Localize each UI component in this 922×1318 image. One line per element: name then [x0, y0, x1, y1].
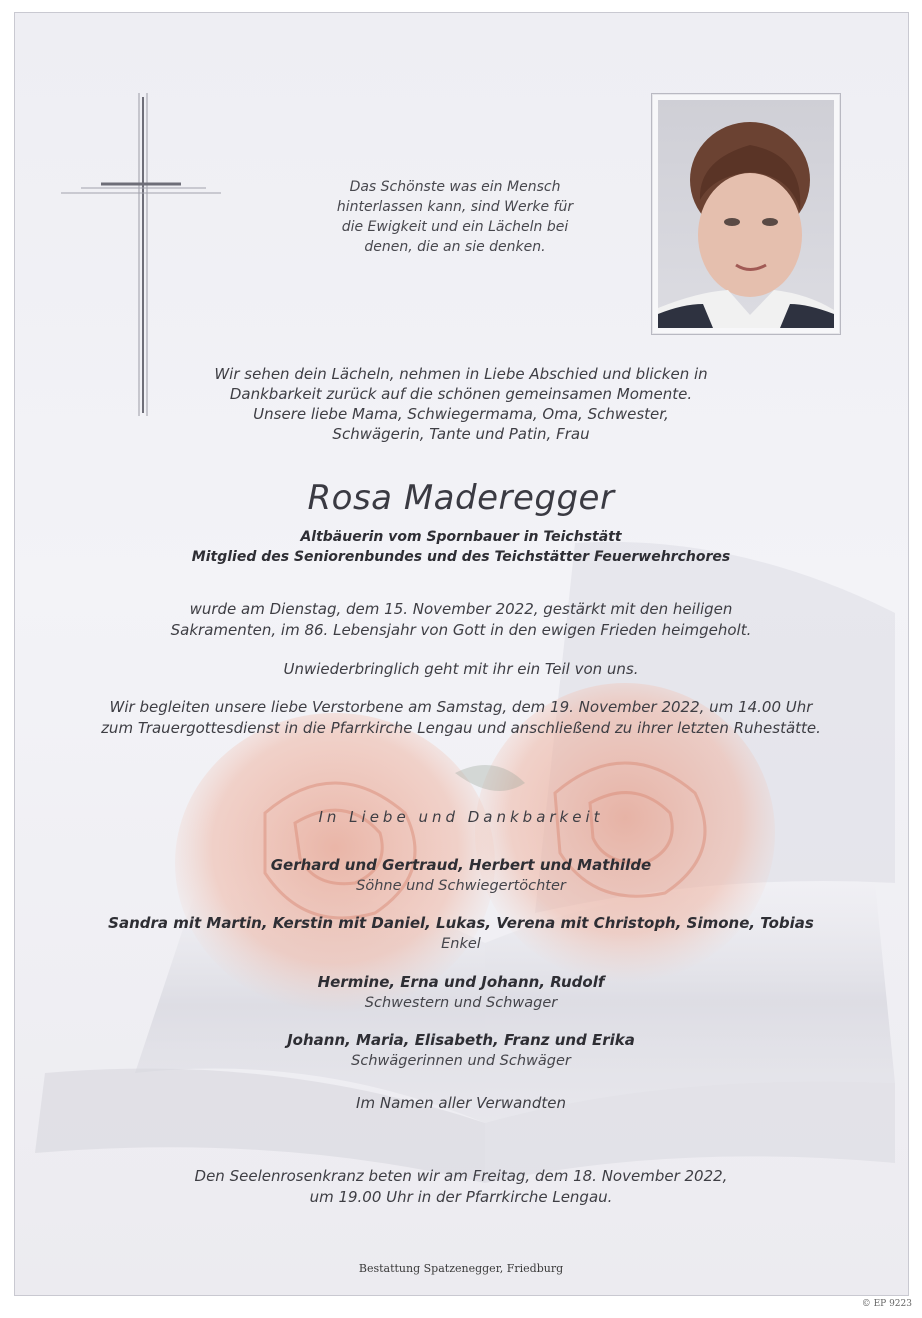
print-code: © EP 9223: [861, 1299, 912, 1309]
funeral-line: Wir begleiten unsere liebe Verstorbene am Samstag, dem 19. November 2022, um 14.00 Uhr: [109, 698, 813, 716]
intro-line: Wir sehen dein Lächeln, nehmen in Liebe Abschied und blicken in: [214, 365, 708, 383]
mourner-role: Schwestern und Schwager: [364, 995, 558, 1011]
quote-line: denen, die an sie denken.: [364, 239, 546, 255]
intro-line: Schwägerin, Tante und Patin, Frau: [332, 425, 590, 443]
subtitle-line: Altbäuerin vom Spornbauer in Teichstätt: [300, 529, 622, 545]
mourner-role: Enkel: [441, 936, 481, 952]
remark: Unwiederbringlich geht mit ihr ein Teil von uns.: [283, 660, 639, 678]
intro-line: Dankbarkeit zurück auf die schönen gemeinsamen Momente.: [229, 385, 693, 403]
memorial-quote: [275, 177, 635, 257]
mourner-group: [0, 1030, 922, 1072]
mourner-group: [0, 913, 922, 955]
undertaker: Bestattung Spatzenegger, Friedburg: [358, 1262, 564, 1275]
mourner-group: [0, 855, 922, 897]
intro-text: [0, 364, 922, 444]
mourner-names: Johann, Maria, Elisabeth, Franz und Erika: [287, 1031, 635, 1049]
deceased-name: Rosa Maderegger: [307, 478, 615, 518]
intro-line: Unsere liebe Mama, Schwiegermama, Oma, Schwester,: [253, 405, 669, 423]
rosary-line: um 19.00 Uhr in der Pfarrkirche Lengau.: [309, 1188, 613, 1206]
subtitle-line: Mitglied des Seniorenbundes und des Teichstätter Feuerwehrchores: [191, 549, 731, 565]
mourner-role: Söhne und Schwiegertöchter: [356, 878, 566, 894]
death-line: wurde am Dienstag, dem 15. November 2022, gestärkt mit den heiligen: [189, 600, 733, 618]
mourner-role: Schwägerinnen und Schwäger: [351, 1053, 571, 1069]
portrait-frame: [651, 93, 841, 335]
funeral-line: zum Trauergottesdienst in die Pfarrkirche Lengau und anschließend zu ihrer letzten Ruhestätte.: [101, 719, 821, 737]
mourner-group: [0, 972, 922, 1014]
mourner-names: Sandra mit Martin, Kerstin mit Daniel, Lukas, Verena mit Christoph, Simone, Tobias: [108, 914, 814, 932]
thanks-heading: In Liebe und Dankbarkeit: [318, 808, 604, 826]
portrait-photo: [658, 100, 834, 328]
mourner-names: Gerhard und Gertraud, Herbert und Mathilde: [270, 856, 652, 874]
all-relatives: Im Namen aller Verwandten: [356, 1094, 566, 1112]
rosary-notice: [0, 1166, 922, 1208]
deceased-subtitles: [0, 527, 922, 567]
mourner-names: Hermine, Erna und Johann, Rudolf: [317, 973, 605, 991]
death-line: Sakramenten, im 86. Lebensjahr von Gott in den ewigen Frieden heimgeholt.: [170, 621, 752, 639]
quote-line: Das Schönste was ein Mensch: [349, 179, 561, 195]
quote-line: hinterlassen kann, sind Werke für: [336, 199, 574, 215]
death-notice: [0, 599, 922, 641]
quote-line: die Ewigkeit und ein Lächeln bei: [341, 219, 569, 235]
funeral-details: [0, 697, 922, 739]
rosary-line: Den Seelenrosenkranz beten wir am Freitag, dem 18. November 2022,: [194, 1167, 728, 1185]
